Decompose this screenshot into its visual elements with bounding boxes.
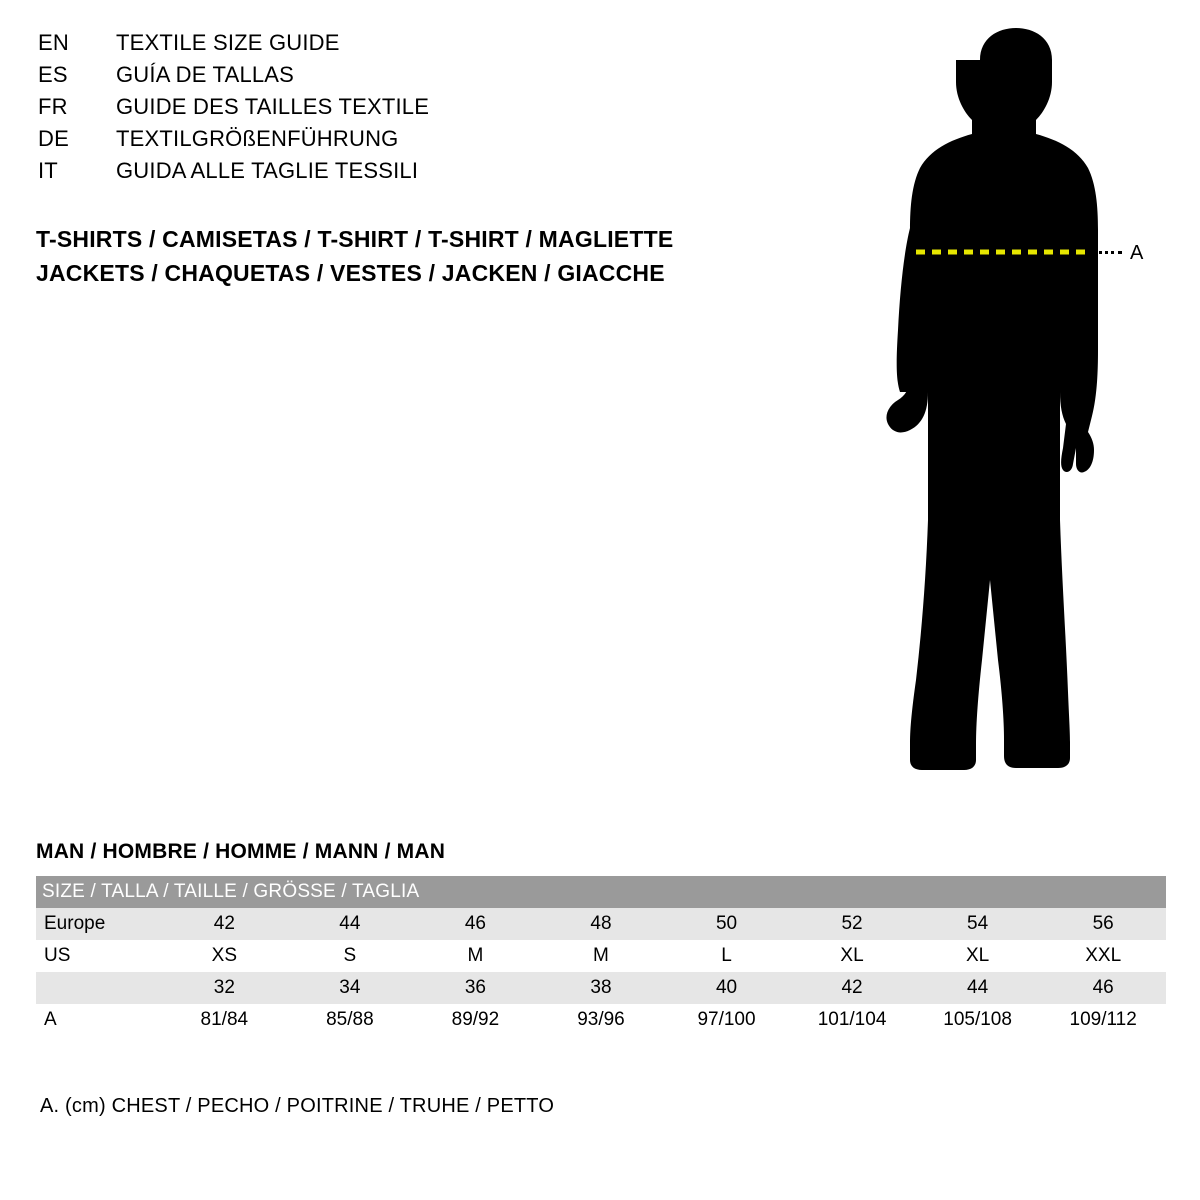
table-row xyxy=(36,940,1166,972)
cell-us-1: XS xyxy=(162,940,288,972)
silhouette-icon xyxy=(830,20,1180,790)
table-row xyxy=(36,972,1166,1004)
cell-a-6: 101/104 xyxy=(789,1004,915,1036)
cell-num-2: 34 xyxy=(287,972,413,1004)
cell-a-8: 109/112 xyxy=(1040,1004,1166,1036)
cell-us-3: M xyxy=(413,940,539,972)
cell-a-1: 81/84 xyxy=(162,1004,288,1036)
male-silhouette-figure xyxy=(830,20,1180,790)
language-title: GUIDE DES TAILLES TEXTILE xyxy=(116,94,430,119)
language-title: GUIDA ALLE TAGLIE TESSILI xyxy=(116,158,419,183)
measure-leader-line xyxy=(1092,251,1122,254)
cell-num-3: 36 xyxy=(413,972,539,1004)
cell-us-8: XXL xyxy=(1040,940,1166,972)
garment-line-jackets: JACKETS / CHAQUETAS / VESTES / JACKEN / GIACCHE xyxy=(36,260,665,286)
cell-europe-4: 48 xyxy=(538,908,664,940)
size-table-section xyxy=(36,840,1166,1036)
row-label-numeric xyxy=(36,972,162,1004)
cell-us-7: XL xyxy=(915,940,1041,972)
measure-label-a: A xyxy=(1130,242,1144,264)
row-label-us: US xyxy=(36,940,162,972)
cell-num-7: 44 xyxy=(915,972,1041,1004)
cell-us-5: L xyxy=(664,940,790,972)
cell-a-3: 89/92 xyxy=(413,1004,539,1036)
cell-num-6: 42 xyxy=(789,972,915,1004)
language-row xyxy=(38,94,758,126)
cell-num-5: 40 xyxy=(664,972,790,1004)
garment-category-list xyxy=(36,222,796,290)
cell-num-8: 46 xyxy=(1040,972,1166,1004)
cell-a-4: 93/96 xyxy=(538,1004,664,1036)
size-table xyxy=(36,876,1166,1036)
cell-us-2: S xyxy=(287,940,413,972)
language-title: TEXTILE SIZE GUIDE xyxy=(116,30,340,55)
cell-num-1: 32 xyxy=(162,972,288,1004)
row-label-a: A xyxy=(36,1004,162,1036)
row-label-europe: Europe xyxy=(36,908,162,940)
language-row xyxy=(38,126,758,158)
language-row xyxy=(38,62,758,94)
cell-a-5: 97/100 xyxy=(664,1004,790,1036)
table-group-title: MAN / HOMBRE / HOMME / MANN / MAN xyxy=(36,840,446,863)
cell-us-6: XL xyxy=(789,940,915,972)
cell-europe-5: 50 xyxy=(664,908,790,940)
cell-europe-7: 54 xyxy=(915,908,1041,940)
language-row xyxy=(38,30,758,62)
language-title-list xyxy=(38,30,758,190)
language-code: ES xyxy=(38,62,68,87)
table-row xyxy=(36,908,1166,940)
cell-us-4: M xyxy=(538,940,664,972)
table-row xyxy=(36,1004,1166,1036)
language-code: DE xyxy=(38,126,69,151)
table-header-row xyxy=(36,876,1166,908)
table-footnote: A. (cm) CHEST / PECHO / POITRINE / TRUHE / PETTO xyxy=(40,1095,555,1117)
cell-europe-8: 56 xyxy=(1040,908,1166,940)
cell-a-2: 85/88 xyxy=(287,1004,413,1036)
garment-line-tshirts: T-SHIRTS / CAMISETAS / T-SHIRT / T-SHIRT / MAGLIETTE xyxy=(36,226,674,252)
language-title: TEXTILGRÖßENFÜHRUNG xyxy=(116,126,399,151)
cell-europe-1: 42 xyxy=(162,908,288,940)
language-code: IT xyxy=(38,158,58,183)
language-row xyxy=(38,158,758,190)
cell-europe-2: 44 xyxy=(287,908,413,940)
table-header-label: SIZE / TALLA / TAILLE / GRÖSSE / TAGLIA xyxy=(36,876,1166,908)
language-code: EN xyxy=(38,30,69,55)
cell-europe-3: 46 xyxy=(413,908,539,940)
cell-europe-6: 52 xyxy=(789,908,915,940)
language-title: GUÍA DE TALLAS xyxy=(116,62,295,87)
cell-num-4: 38 xyxy=(538,972,664,1004)
cell-a-7: 105/108 xyxy=(915,1004,1041,1036)
language-code: FR xyxy=(38,94,68,119)
